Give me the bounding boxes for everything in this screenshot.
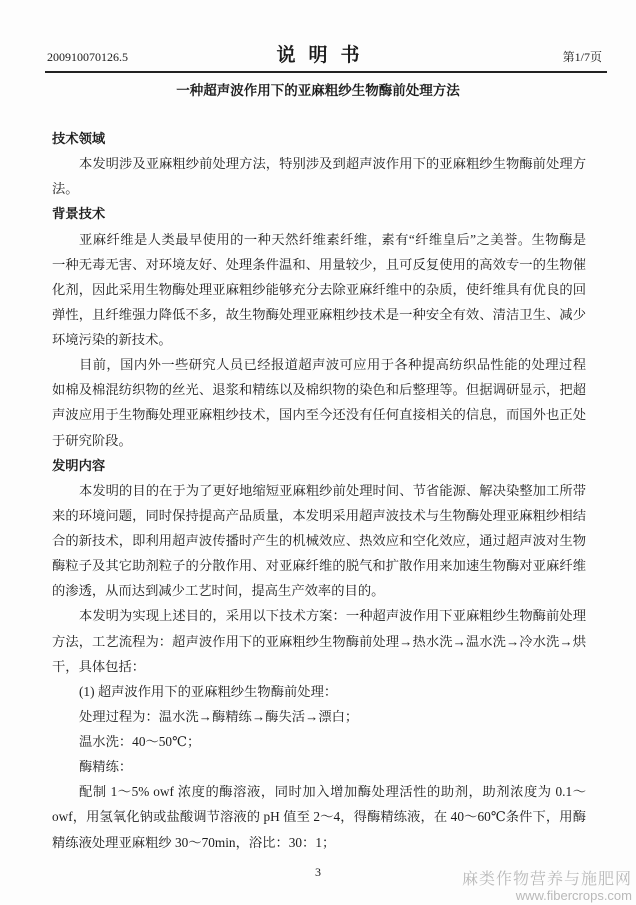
summary-paragraph-2-line: 方法，工艺流程为：超声波作用下的亚麻粗纱生物酶前处理→热水洗→温水洗→冷水洗→烘	[52, 633, 586, 649]
watermark-url: www.fibercrops.com	[515, 888, 632, 903]
background-paragraph-1-line: 一种无毒无害、对环境友好、处理条件温和、用量较少，且可反复使用的高效专一的生物催	[52, 256, 586, 272]
step-1-enzyme-scouring-label: 酶精练：	[79, 759, 133, 775]
summary-paragraph-1-line: 酶粒子及其它助剂粒子的分散作用、对亚麻纤维的脱气和扩散作用来加速生物酶对亚麻纤维	[52, 558, 586, 574]
summary-paragraph-2-line: 干，具体包括：	[52, 658, 146, 674]
page-indicator: 第1/7页	[562, 50, 602, 64]
step-1-enzyme-scouring-line: 配制 1～5% owf 浓度的酶溶液，同时加入增加酶处理活性的助剂，助剂浓度为 0.1～	[79, 784, 586, 800]
step-1-warm-wash: 温水洗：40～50℃；	[79, 734, 201, 749]
summary-paragraph-1-line: 来的环境问题，同时保持提高产品质量，本发明采用超声波技术与生物酶处理亚麻粗纱相结	[52, 507, 586, 523]
background-paragraph-2-line: 于研究阶段。	[52, 432, 132, 448]
step-1-process: 处理过程为：温水洗→酶精练→酶失活→漂白；	[79, 708, 359, 724]
background-paragraph-1-line: 弹性，且纤维强力降低不多，故生物酶处理亚麻粗纱技术是一种安全有效、清洁卫生、减少	[52, 306, 586, 322]
section-heading-background: 背景技术	[52, 206, 106, 222]
summary-paragraph-2-line: 本发明为实现上述目的，采用以下技术方案：一种超声波作用下亚麻粗纱生物酶前处理	[79, 608, 586, 624]
step-1-title: (1) 超声波作用下的亚麻粗纱生物酶前处理：	[79, 683, 338, 699]
document-body	[52, 126, 586, 855]
summary-paragraph-1-line: 合的新技术，即利用超声波传播时产生的机械效应、热效应和空化效应，通过超声波对生物	[52, 533, 586, 548]
step-1-enzyme-scouring-line: owf，用氢氧化钠或盐酸调节溶液的 pH 值至 2～4，得酶精练液，在 40～60℃条件下，用酶	[52, 809, 586, 825]
section-heading-summary: 发明内容	[52, 457, 106, 473]
watermark-site-name: 麻类作物营养与施肥网	[461, 871, 632, 888]
background-paragraph-2-line: 目前，国内外一些研究人员已经报道超声波可应用于各种提高纺织品性能的处理过程	[79, 357, 586, 373]
document-type-heading: 说明书	[276, 45, 373, 66]
background-paragraph-2-line: 声波应用于生物酶处理亚麻粗纱技术，国内至今还没有任何直接相关的信息，而国外也正处	[52, 407, 586, 423]
document-title: 一种超声波作用下的亚麻粗纱生物酶前处理方法	[176, 83, 460, 98]
section-heading-technical-field: 技术领域	[52, 131, 106, 146]
technical-field-line: 法。	[52, 181, 79, 197]
background-paragraph-2-line: 如棉及棉混纺织物的丝光、退浆和精练以及棉织物的染色和后整理等。但据调研显示，把超	[52, 382, 586, 398]
background-paragraph-1-line: 环境污染的新技术。	[52, 332, 172, 347]
page-number: 3	[315, 865, 321, 879]
background-paragraph-1-line: 化剂，因此采用生物酶处理亚麻粗纱能够充分去除亚麻纤维中的杂质，使纤维具有优良的回	[52, 281, 586, 297]
application-number: 200910070126.5	[47, 50, 128, 64]
summary-paragraph-1-line: 的渗透，从而达到减少工艺时间，提高生产效率的目的。	[52, 583, 385, 599]
header-rule	[45, 71, 607, 73]
summary-paragraph-1-line: 本发明的目的在于为了更好地缩短亚麻粗纱前处理时间、节省能源、解决染整加工所带	[79, 482, 586, 498]
step-1-enzyme-scouring-line: 精练液处理亚麻粗纱 30～70min，浴比：30：1；	[52, 834, 336, 850]
background-paragraph-1-line: 亚麻纤维是人类最早使用的一种天然纤维素纤维，素有“纤维皇后”之美誉。生物酶是	[79, 231, 586, 247]
technical-field-line: 本发明涉及亚麻粗纱前处理方法，特别涉及到超声波作用下的亚麻粗纱生物酶前处理方	[79, 156, 586, 172]
watermark	[462, 871, 632, 903]
